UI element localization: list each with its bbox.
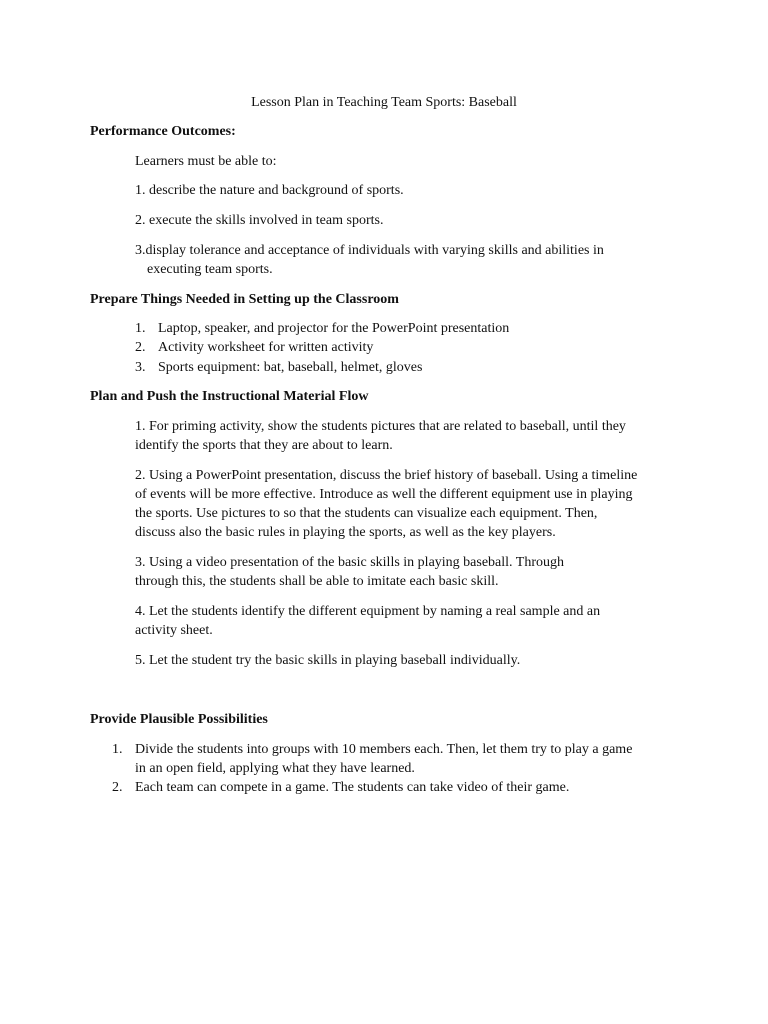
prepare-item: Sports equipment: bat, baseball, helmet, gloves [158,360,423,375]
provide-item-continuation: in an open field, applying what they have learned. [135,761,415,776]
list-number: 3. [135,360,146,375]
list-number: 2. [112,780,123,795]
list-number: 1. [112,742,123,757]
plan-line: discuss also the basic rules in playing the sports, as well as the key players. [135,525,556,540]
performance-outcomes-heading: Performance Outcomes: [90,124,236,139]
outcome-item: 1. describe the nature and background of sports. [135,183,404,198]
prepare-heading: Prepare Things Needed in Setting up the Classroom [90,292,399,307]
plan-line: of events will be more effective. Introduce as well the different equipment use in playing [135,487,633,502]
plan-line: 2. Using a PowerPoint presentation, discuss the brief history of baseball. Using a timeline [135,468,638,483]
outcome-item: 3.display tolerance and acceptance of individuals with varying skills and abilities in [135,243,604,258]
plan-line: 3. Using a video presentation of the basic skills in playing baseball. Through [135,555,564,570]
plan-line: through this, the students shall be able to imitate each basic skill. [135,574,499,589]
prepare-item: Laptop, speaker, and projector for the PowerPoint presentation [158,321,510,336]
provide-heading: Provide Plausible Possibilities [90,712,268,727]
plan-line: identify the sports that they are about to learn. [135,438,393,453]
outcome-item-continuation: executing team sports. [147,262,273,277]
plan-line: 4. Let the students identify the different equipment by naming a real sample and an [135,604,601,619]
plan-line: 1. For priming activity, show the students pictures that are related to baseball, until they [135,419,626,434]
list-number: 2. [135,340,146,355]
prepare-item: Activity worksheet for written activity [158,340,374,355]
outcomes-intro: Learners must be able to: [135,154,277,169]
list-number: 1. [135,321,146,336]
plan-line: 5. Let the student try the basic skills in playing baseball individually. [135,653,521,668]
plan-line: activity sheet. [135,623,213,638]
outcome-item: 2. execute the skills involved in team sports. [135,213,384,228]
provide-item: Divide the students into groups with 10 members each. Then, let them try to play a game [135,742,633,757]
plan-line: the sports. Use pictures to so that the students can visualize each equipment. Then, [135,506,598,521]
provide-item: Each team can compete in a game. The students can take video of their game. [135,780,570,795]
plan-heading: Plan and Push the Instructional Material Flow [90,389,369,404]
page-title: Lesson Plan in Teaching Team Sports: Baseball [251,95,517,110]
